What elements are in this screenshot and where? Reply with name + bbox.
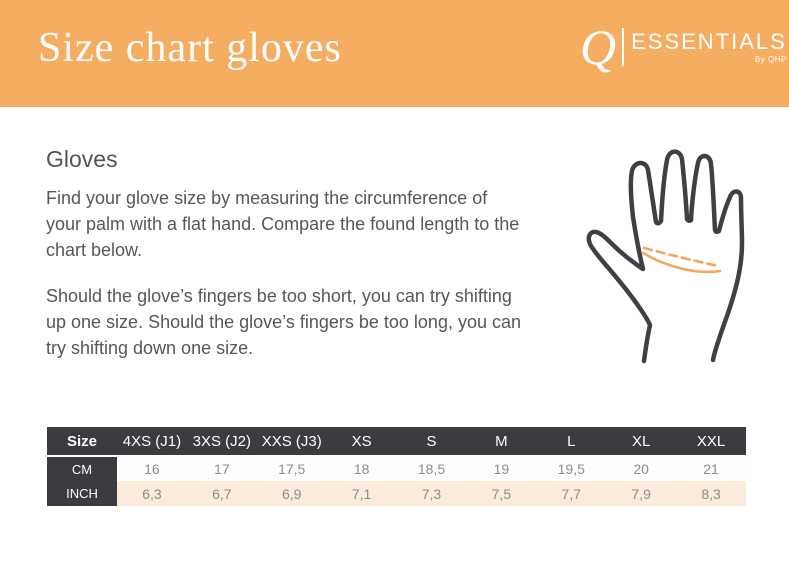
cm-value: 17 [187, 457, 257, 481]
column-header-xs: XS [351, 432, 372, 450]
inch-value: 7,5 [466, 481, 536, 506]
column-header-s: S [426, 432, 437, 450]
size-column-title: Size [66, 432, 97, 450]
logo-divider [622, 28, 624, 66]
inch-value: 7,9 [606, 481, 676, 506]
cm-value: 16 [117, 457, 187, 481]
column-header-xl: XL [631, 432, 651, 450]
size-table-header-row [47, 427, 746, 455]
inch-row [47, 481, 746, 506]
inch-value: 8,3 [676, 481, 746, 506]
section-heading: Gloves [46, 146, 118, 172]
logo-wordmark [631, 30, 787, 64]
inch-value: 6,7 [187, 481, 257, 506]
brand-logo [580, 19, 787, 75]
hand-outline [589, 152, 742, 361]
inch-value: 7,3 [397, 481, 467, 506]
logo-brand-name: ESSENTIALS [631, 28, 787, 54]
column-header-xxs: XXS (J3) [261, 432, 322, 450]
cm-value: 17,5 [257, 457, 327, 481]
measurement-dashed-line [644, 248, 718, 266]
column-header-l: L [567, 432, 576, 450]
logo-q-letter: Q [580, 19, 617, 75]
instructions-paragraph-2: Should the glove’s fingers be too short, you can try shifting up one size. Should the glove’s fingers be too long, you can try shifting down one size. [46, 286, 521, 358]
measurement-solid-line [643, 253, 720, 272]
page-banner [0, 0, 789, 107]
cm-value: 19,5 [536, 457, 606, 481]
column-header-m: M [495, 432, 508, 450]
logo-byline: By QHP [754, 55, 787, 65]
page-title: Size chart gloves [38, 25, 342, 71]
cm-value: 18 [327, 457, 397, 481]
column-header-xxl: XXL [696, 432, 726, 450]
inch-value: 6,9 [257, 481, 327, 506]
column-header-3xs: 3XS (J2) [192, 432, 251, 450]
cm-value: 20 [606, 457, 676, 481]
cm-row-label: CM [47, 457, 117, 481]
size-table [47, 427, 746, 506]
cm-value: 21 [676, 457, 746, 481]
hand-measurement-icon [560, 130, 789, 390]
inch-value: 7,1 [327, 481, 397, 506]
column-header-4xs: 4XS (J1) [122, 432, 182, 450]
instructions-paragraph-1: Find your glove size by measuring the circumference of your palm with a flat hand. Compare the found length to the chart below. [46, 188, 520, 260]
cm-row [47, 457, 746, 481]
cm-value: 19 [466, 457, 536, 481]
inch-value: 7,7 [536, 481, 606, 506]
inch-value: 6,3 [117, 481, 187, 506]
inch-row-label: INCH [47, 481, 117, 506]
cm-value: 18,5 [397, 457, 467, 481]
